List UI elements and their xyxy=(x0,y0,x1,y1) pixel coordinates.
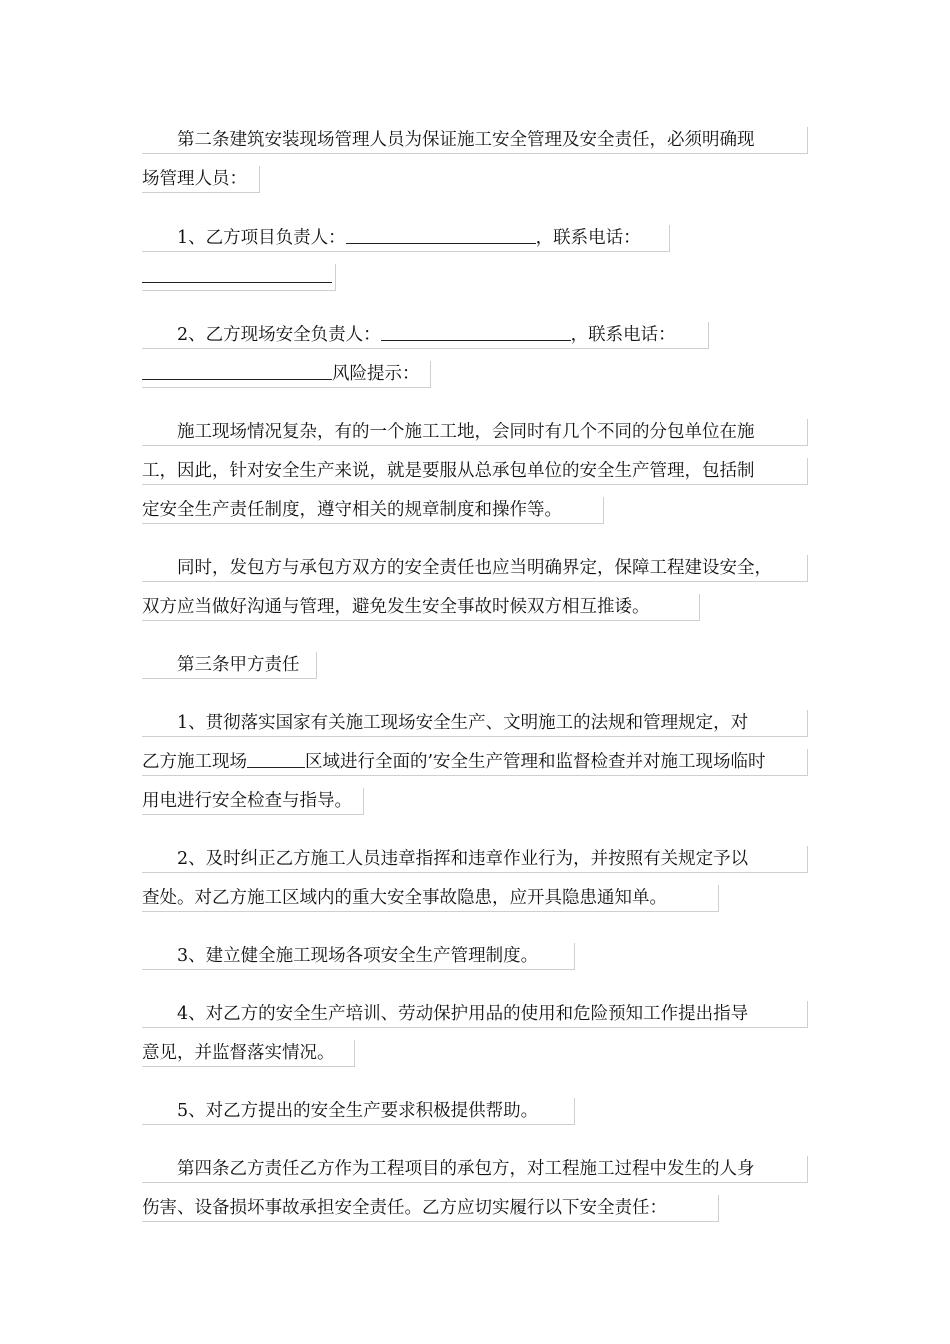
text-line xyxy=(142,264,336,291)
line-text: 1、乙方项目负责人： xyxy=(142,228,346,248)
text-line xyxy=(142,652,317,679)
text-line xyxy=(142,1156,808,1183)
line-text: 区域进行全面的’安全生产管理和监督检查并对施工现场临时 xyxy=(305,752,766,772)
text-line xyxy=(142,594,700,621)
line-text: ，联系电话： xyxy=(570,325,676,345)
line-text: 第三条甲方责任 xyxy=(142,655,300,675)
fill-in-blank xyxy=(247,749,305,768)
text-line xyxy=(142,846,808,873)
text-line xyxy=(142,419,808,446)
text-line xyxy=(142,127,808,154)
text-line xyxy=(142,1195,719,1222)
text-line xyxy=(142,322,709,349)
line-text: 用电进行安全检查与指导。 xyxy=(142,791,352,811)
line-text: 5、对乙方提出的安全生产要求积极提供帮助。 xyxy=(142,1101,539,1121)
line-text: 同时，发包方与承包方双方的安全责任也应当明确界定，保障工程建设安全， xyxy=(142,558,772,578)
line-text: 施工现场情况复杂，有的一个施工工地，会同时有几个不同的分包单位在施 xyxy=(142,422,755,442)
line-text: 2、乙方现场安全负责人： xyxy=(142,325,381,345)
line-text: 场管理人员： xyxy=(142,169,247,189)
fill-in-blank xyxy=(346,225,536,244)
line-text: 定安全生产责任制度，遵守相关的规章制度和操作等。 xyxy=(142,500,562,520)
text-line xyxy=(142,555,808,582)
text-line xyxy=(142,943,575,970)
line-text: 工，因此，针对安全生产来说，就是要服从总承包单位的安全生产管理，包括制 xyxy=(142,461,755,481)
fill-in-blank xyxy=(381,322,571,341)
line-text: 双方应当做好沟通与管理，避免发生安全事故时候双方相互推诿。 xyxy=(142,597,650,617)
line-text: 2、及时纠正乙方施工人员违章指挥和违章作业行为，并按照有关规定予以 xyxy=(142,849,749,869)
line-text: 意见，并监督落实情况。 xyxy=(142,1043,335,1063)
line-text: 4、对乙方的安全生产培训、劳动保护用品的使用和危险预知工作提出指导 xyxy=(142,1004,749,1024)
text-line xyxy=(142,1040,355,1067)
text-line xyxy=(142,1001,808,1028)
line-text: 3、建立健全施工现场各项安全生产管理制度。 xyxy=(142,946,539,966)
line-text: 1、贯彻落实国家有关施工现场安全生产、文明施工的法规和管理规定，对 xyxy=(142,713,749,733)
line-text: 乙方施工现场 xyxy=(142,752,247,772)
line-text: 第四条乙方责任乙方作为工程项目的承包方，对工程施工过程中发生的人身 xyxy=(142,1159,755,1179)
text-line xyxy=(142,885,719,912)
text-line xyxy=(142,361,431,388)
line-text: 查处。对乙方施工区域内的重大安全事故隐患，应开具隐患通知单。 xyxy=(142,888,667,908)
text-line xyxy=(142,166,260,193)
line-text: 风险提示： xyxy=(332,364,420,384)
fill-in-blank xyxy=(142,361,332,380)
text-line xyxy=(142,788,364,815)
text-line xyxy=(142,458,808,485)
text-line xyxy=(142,497,604,524)
text-line xyxy=(142,1098,575,1125)
fill-in-blank xyxy=(142,264,332,283)
line-text: 伤害、设备损坏事故承担安全责任。乙方应切实履行以下安全责任： xyxy=(142,1198,667,1218)
text-line xyxy=(142,225,670,252)
line-text: 第二条建筑安装现场管理人员为保证施工安全管理及安全责任，必须明确现 xyxy=(142,130,755,150)
text-line xyxy=(142,710,808,737)
line-text: ，联系电话： xyxy=(535,228,641,248)
text-line xyxy=(142,749,808,776)
